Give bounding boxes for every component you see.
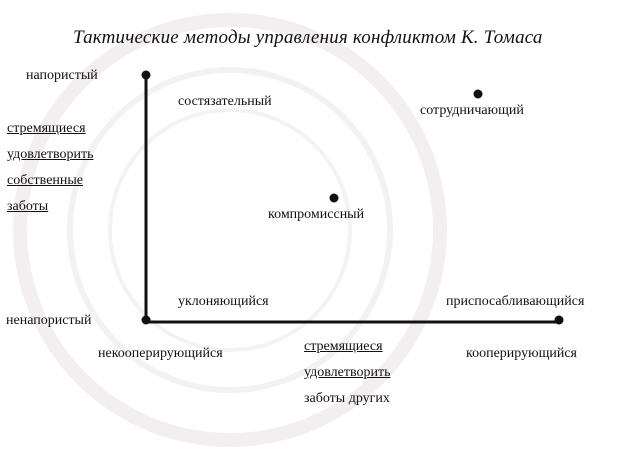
y-axis-desc-line-4: заботы bbox=[7, 199, 49, 214]
x-axis-desc-line-2: удовлетворить bbox=[304, 365, 391, 380]
x-axis-desc-line-3: заботы других bbox=[304, 391, 390, 406]
label-compromising: компромиссный bbox=[268, 207, 365, 222]
point-accommodating bbox=[555, 316, 564, 325]
point-collaborating bbox=[474, 90, 483, 99]
x-axis-desc-line-1: стремящиеся bbox=[304, 339, 383, 354]
x-axis-left-label: некооперирующийся bbox=[98, 346, 223, 361]
y-axis-bottom-label: ненапористый bbox=[6, 313, 92, 328]
label-collaborating: сотрудничающий bbox=[420, 103, 524, 118]
label-accommodating: приспосабливающийся bbox=[446, 294, 585, 309]
diagram-title: Тактические методы управления конфликтом К. Томаса bbox=[73, 27, 543, 48]
y-axis-desc-line-1: стремящиеся bbox=[7, 121, 86, 136]
point-compromising bbox=[330, 194, 339, 203]
label-competing: состязательный bbox=[178, 94, 272, 109]
x-axis-right-label: кооперирующийся bbox=[466, 346, 577, 361]
point-competing bbox=[142, 71, 151, 80]
y-axis-desc-line-3: собственные bbox=[7, 173, 84, 188]
y-axis-desc-line-2: удовлетворить bbox=[7, 147, 94, 162]
label-avoiding: уклоняющийся bbox=[178, 294, 269, 309]
y-axis-top-label: напористый bbox=[26, 68, 98, 83]
point-avoiding bbox=[142, 316, 151, 325]
